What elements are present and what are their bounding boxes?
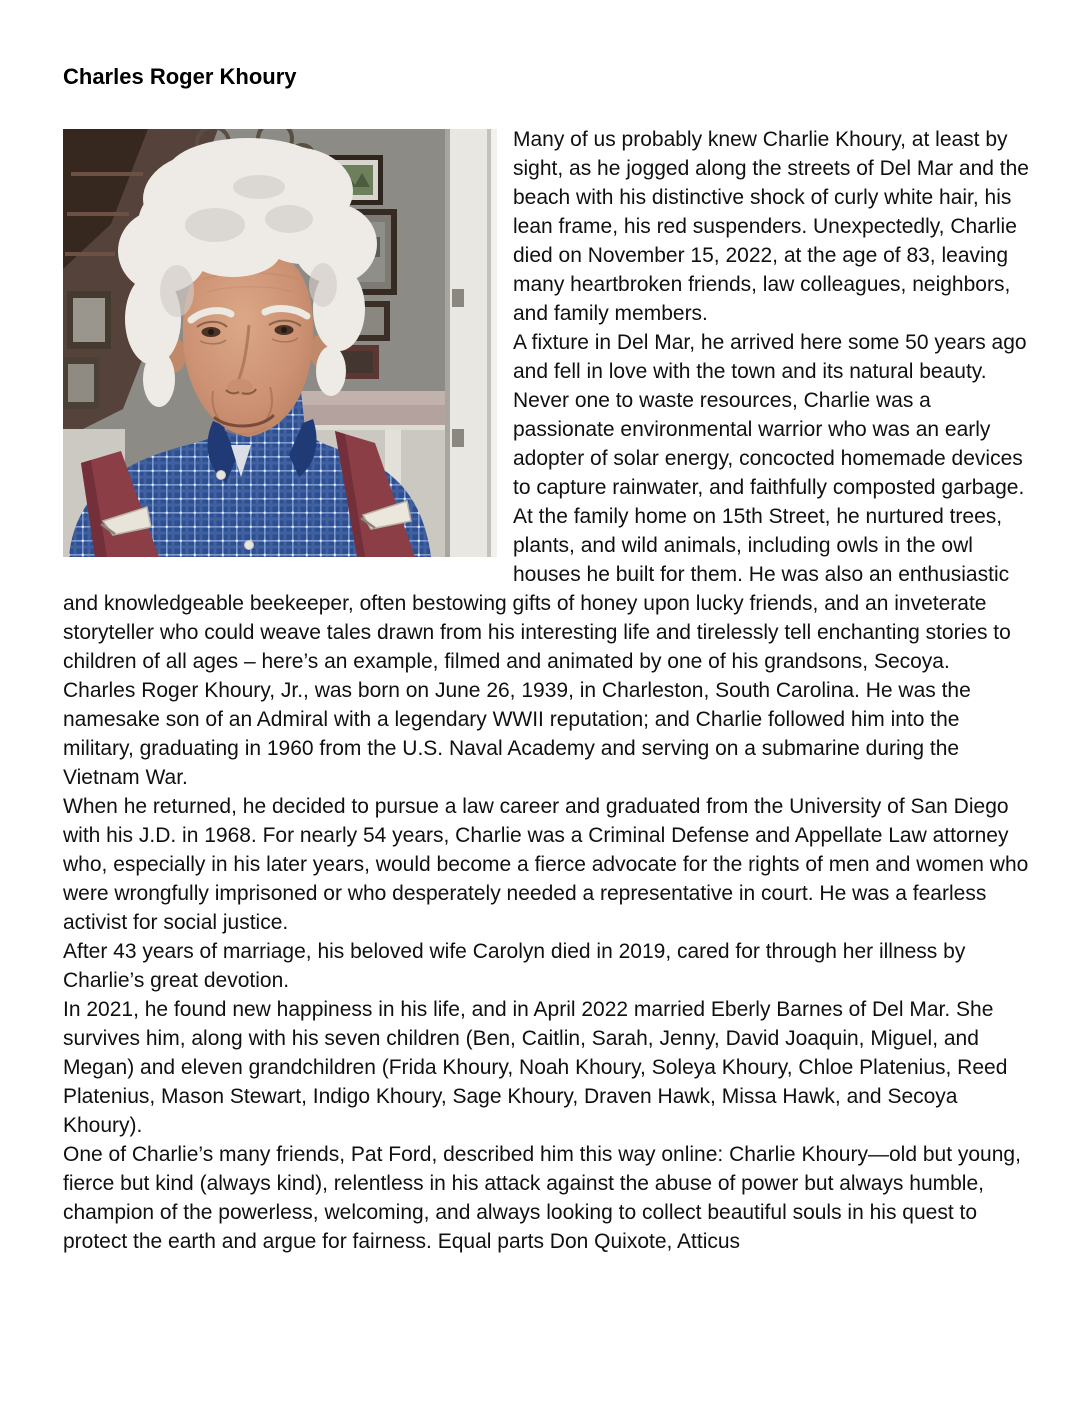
portrait-photo — [63, 129, 497, 557]
portrait-illustration — [63, 129, 497, 557]
page-title: Charles Roger Khoury — [63, 64, 297, 89]
paragraph: Charles Roger Khoury, Jr., was born on June 26, 1939, in Charleston, South Carolina. He was the namesake son of an Admiral with a legendary WWII reputation; and Charlie followed him into the military, graduating in 1960 from the U.S. Naval Academy and serving on a submarine during the Vietnam War. — [63, 679, 971, 789]
paragraph: Many of us probably knew Charlie Khoury, at least by sight, as he jogged along the streets of Del Mar and the beach with his distinctive shock of curly white hair, his lean frame, his red suspenders. Unexpectedly, Charlie died on November 15, 2022, at the age of 83, leaving many heartbroken friends, law colleagues, neighbors, and family members. — [513, 128, 1029, 325]
paragraph: One of Charlie’s many friends, Pat Ford, described him this way online: Charlie Khoury—old but young, fierce but kind (always kind), relentless in his attack against the abuse of power but always humble, champion of the powerless, welcoming, and always looking to collect beautiful souls in his quest to protect the earth and argue for fairness. Equal parts Don Quixote, Atticus — [63, 1143, 1021, 1253]
paragraph: After 43 years of marriage, his beloved wife Carolyn died in 2019, cared for through her illness by Charlie’s great devotion. — [63, 940, 966, 992]
paragraph: When he returned, he decided to pursue a law career and graduated from the University of San Diego with his J.D. in 1968. For nearly 54 years, Charlie was a Criminal Defense and Appellate Law attorney who, especially in his later years, would become a fierce advocate for the rights of men and women who were wrongfully imprisoned or who desperately needed a representative in court. He was a fearless activist for social justice. — [63, 795, 1029, 934]
obituary-article — [63, 125, 1031, 1256]
paragraph: In 2021, he found new happiness in his life, and in April 2022 married Eberly Barnes of Del Mar. She survives him, along with his seven children (Ben, Caitlin, Sarah, Jenny, David Joaquin, Miguel, and Megan) and eleven grandchildren (Frida Khoury, Noah Khoury, Soleya Khoury, Chloe Platenius, Reed Platenius, Mason Stewart, Indigo Khoury, Sage Khoury, Draven Hawk, Missa Hawk, and Secoya Khoury). — [63, 998, 1008, 1137]
paragraph: A fixture in Del Mar, he arrived here some 50 years ago and fell in love with the town and its natural beauty. Never one to waste resources, Charlie was a passionate environmental warrior who was an early adopter of solar energy, concocted homemade devices to capture rainwater, and faithfully composted garbage. At the family home on 15th Street, he nurtured trees, plants, and wild animals, including owls in the owl houses he built for them. He was also an enthusiastic and knowledgeable beekeeper, often bestowing gifts of honey upon lucky friends, and an inveterate storyteller who could weave tales drawn from his interesting life and tirelessly tell enchanting stories to children of all ages – here’s an example, filmed and animated by one of his grandsons, Secoya. — [63, 331, 1027, 673]
